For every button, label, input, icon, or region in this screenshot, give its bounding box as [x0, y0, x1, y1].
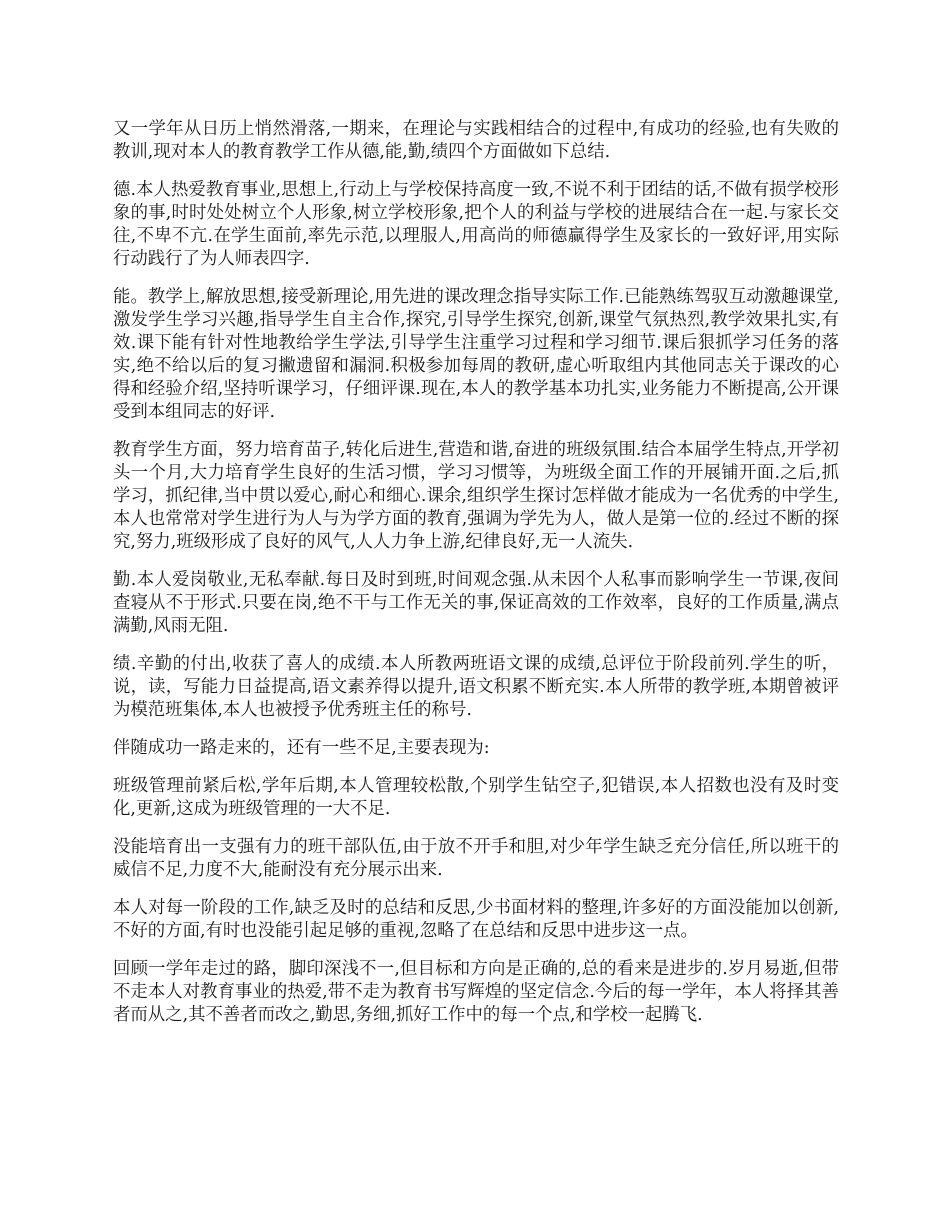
paragraph-shortcoming-reflection: 本人对每一阶段的工作,缺乏及时的总结和反思,少书面材料的整理,许多好的方面没能加以创新,不好的方面,有时也没能引起足够的重视,忽略了在总结和反思中进步这一点。 [113, 898, 839, 941]
paragraph-shortcomings-intro: 伴随成功一路走来的，还有一些不足,主要表现为: [113, 738, 490, 758]
paragraph-shortcoming-cadres: 没能培育出一支强有力的班干部队伍,由于放不开手和胆,对少年学生缺乏充分信任,所以班干的威信不足,力度不大,能耐没有充分展示出来. [113, 837, 839, 880]
paragraph-de: 德.本人热爱教育事业,思想上,行动上与学校保持高度一致,不说不利于团结的话,不做有损学校形象的事,时时处处树立个人形象,树立学校形象,把个人的利益与学校的进展结合在一起.与家长交往,不卑不亢.在学生面前,率先示范,以理服人,用高尚的师德赢得学生及家长的一致好评,用实际行动践行了为人师表四字. [113, 180, 839, 269]
paragraph-conclusion: 回顾一学年走过的路，脚印深浅不一,但目标和方向是正确的,总的看来是进步的.岁月易逝,但带不走本人对教育事业的热爱,带不走为教育书写辉煌的坚定信念.今后的每一学年，本人将择其善者而从之,其不善者而改之,勤思,务细,抓好工作中的每一个点,和学校一起腾飞. [113, 959, 839, 1025]
document-body [113, 118, 839, 1042]
paragraph-qin: 勤.本人爱岗敬业,无私奉献.每日及时到班,时间观念强.从未因个人私事而影响学生一节课,夜间查寝从不于形式.只要在岗,绝不干与工作无关的事,保证高效的工作效率，良好的工作质量,满点满勤,风雨无阻. [113, 570, 839, 636]
paragraph-shortcoming-management: 班级管理前紧后松,学年后期,本人管理较松散,个别学生钻空子,犯错误,本人招数也没有及时变化,更新,这成为班级管理的一大不足. [113, 776, 839, 819]
paragraph-neng: 能。教学上,解放思想,接受新理论,用先进的课改理念指导实际工作.已能熟练驾驭互动激趣课堂,激发学生学习兴趣,指导学生自主合作,探究,引导学生探究,创新,课堂气氛热烈,教学效果扎实,有效.课下能有针对性地教给学生学法,引导学生注重学习过程和学习细节.课后狠抓学习任务的落实,绝不给以后的复习撇遗留和漏洞.积极参加每周的教研,虚心听取组内其他同志关于课改的心得和经验介绍,坚持听课学习，仔细评课.现在,本人的教学基本功扎实,业务能力不断提高,公开课受到本组同志的好评. [113, 287, 839, 422]
paragraph-ji: 绩.辛勤的付出,收获了喜人的成绩.本人所教两班语文课的成绩,总评位于阶段前列.学生的听，说，读，写能力日益提高,语文素养得以提升,语文积累不断充实.本人所带的教学班,本期曾被评为模范班集体,本人也被授予优秀班主任的称号. [113, 654, 839, 720]
paragraph-intro: 又一学年从日历上悄然滑落,一期来，在理论与实践相结合的过程中,有成功的经验,也有失败的教训,现对本人的教育教学工作从德,能,勤,绩四个方面做如下总结. [113, 119, 839, 162]
paragraph-student-education: 教育学生方面，努力培育苗子,转化后进生,营造和谐,奋进的班级氛围.结合本届学生特点,开学初头一个月,大力培育学生良好的生活习惯，学习习惯等，为班级全面工作的开展铺开面.之后,抓学习，抓纪律,当中贯以爱心,耐心和细心.课余,组织学生探讨怎样做才能成为一名优秀的中学生,本人也常常对学生进行为人与为学方面的教育,强调为学先为人，做人是第一位的.经过不断的探究,努力,班级形成了良好的风气,人人力争上游,纪律良好,无一人流失. [113, 440, 839, 552]
